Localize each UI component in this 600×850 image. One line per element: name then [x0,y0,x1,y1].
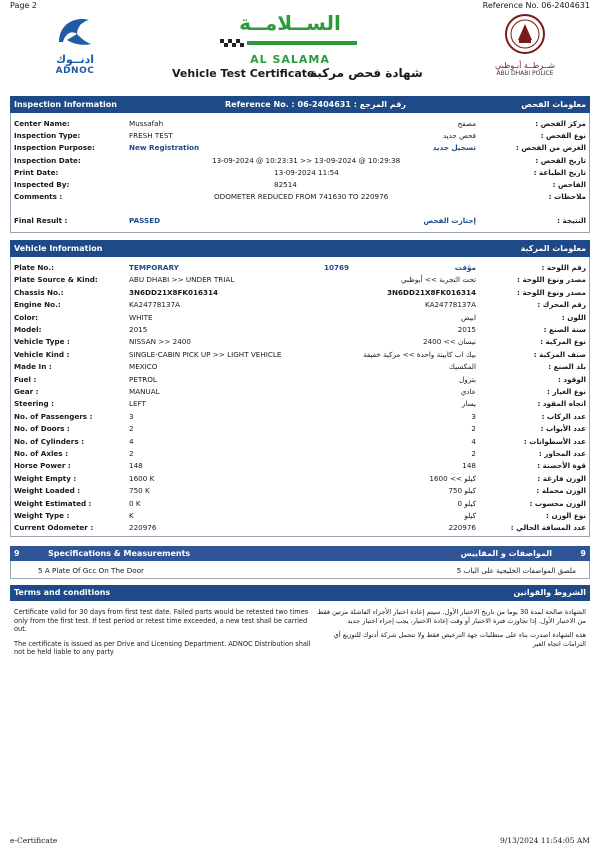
field-label-ar: : اتجاه المقود [537,399,586,409]
field-label-ar: : مصدر ونوع اللوحة [517,287,586,297]
final-result-value-ar: إجتازت الفحص [423,216,476,225]
field-label: Print Date: [14,167,59,177]
terms-paragraph-1-en: Certificate valid for 30 days from first test date. Failed parts would be retested two times only from the first test. If test period or retest time exceeded, a new test shall be carried out. [14,608,309,633]
footer-e-certificate: e-Certificate [10,836,58,845]
terms-paragraph-2-ar: هذه الشهادة اصدرت بناء على متطلبات جهة الترخيص فقط ولا تتحمل شركة أدنوك للتوزيع أي التزامات اتجاه الغير [333,631,586,648]
field-label: Weight Empty : [14,473,77,483]
field-label: Comments : [14,192,63,202]
field-label: Weight Loaded : [14,486,81,496]
field-label-ar: : الوقود [558,374,586,384]
field-value-ar: المكسيك [449,362,476,372]
final-result-label: Final Result : [14,216,68,225]
field-label: Plate No.: [14,263,54,272]
field-label-ar: : مصدر ونوع اللوحة [517,275,586,285]
field-label-ar: : نوع الوزن [546,511,586,520]
field-value-ar: 220976 [448,523,476,533]
field-value-ar: بترول [459,374,476,384]
field-value-ar: 3N6DD21X8FK016314 [387,287,476,297]
inspection-row [14,142,586,154]
field-value: LEFT [129,399,146,409]
field-label-ar: : عدد المحاور [538,449,586,458]
vehicle-row [14,398,586,410]
field-value: TEMPORARY [129,263,179,272]
field-value: 4 [129,436,134,446]
field-value-ar: كيلو 750 [448,486,476,496]
field-label: Weight Type : [14,511,70,520]
specs-section-header [10,546,590,561]
field-value-ar: 148 [462,461,476,471]
specs-item-ar: 5 ملصق المواصفات الخليجية على الباب [456,566,576,575]
field-label: Gear : [14,387,39,396]
footer-timestamp: 9/13/2024 11:54:05 AM [499,836,590,845]
field-label: Current Odometer : [14,523,94,533]
specs-number-left: 9 [14,549,20,558]
field-label: Vehicle Type : [14,337,70,347]
final-result-row [14,215,586,227]
vehicle-row [14,498,586,510]
field-label: Fuel : [14,374,37,384]
field-label-ar: : ملاحظات [548,192,586,202]
inspection-section-header [10,96,590,113]
field-value: 2 [129,449,134,458]
field-value-ar: KA24778137A [424,300,476,310]
field-label-ar: : مركز الفحص [535,119,586,128]
field-value-ar: 2015 [457,325,476,334]
field-label-ar: : عدد الأبواب [540,424,586,434]
field-label-ar: : الفاحص [552,180,586,189]
vehicle-row [14,262,586,274]
field-value-ar: فحص جديد [442,131,476,141]
field-label-ar: : بلد الصنع [548,362,586,372]
field-label-ar: : رقم اللوحة [541,263,586,272]
inspection-title-en: Inspection Information [14,100,117,109]
vehicle-row [14,361,586,373]
field-value: 13-09-2024 @ 10:23:31 >> 13-09-2024 @ 10:29:38 [212,155,401,165]
field-value: 0 K [129,498,141,508]
field-value: NISSAN >> 2400 [129,337,191,347]
field-label: Inspected By: [14,180,70,189]
field-label: Plate Source & Kind: [14,275,98,285]
field-label: No. of Axles : [14,449,68,458]
vehicle-row [14,522,586,534]
field-label: Horse Power : [14,461,71,471]
field-value: 2015 [129,325,148,334]
field-label-ar: : صنف المركبة [533,349,586,359]
field-label-ar: : اللون [561,312,586,322]
field-label: Weight Estimated : [14,498,92,508]
reference-number: Reference No. 06-2404631 [482,1,590,10]
vehicle-row [14,374,586,386]
field-value: Mussafah [129,119,164,128]
specs-title-en: Specifications & Measurements [48,549,191,558]
police-english: ABU DHABI POLICE [496,70,554,77]
checkered-flag-icon [215,37,365,49]
field-value-ar: 2 [471,449,476,458]
inspection-row [14,155,586,167]
vehicle-row [14,299,586,311]
field-value-ar: تحت التجربة >> أبوظبي [400,275,476,285]
salama-arabic: الســلامــة [239,11,341,35]
inspection-row [14,167,586,179]
vehicle-row [14,349,586,361]
terms-arabic [316,608,586,648]
field-value: 3N6DD21X8FK016314 [129,287,218,297]
vehicle-row [14,324,586,336]
abu-dhabi-police-logo [480,12,570,77]
field-label-ar: : عدد الأسطوانات [523,436,586,446]
field-value: 220976 [129,523,157,533]
field-label: No. of Doors : [14,424,70,434]
field-value: ODOMETER REDUCED FROM 741630 TO 220976 [214,192,389,202]
vehicle-row [14,423,586,435]
field-value-ar: 3 [471,411,476,421]
field-value-ar: نيسان >> 2400 [423,337,476,347]
field-value: PETROL [129,374,157,384]
vehicle-row [14,448,586,460]
field-label: Inspection Type: [14,131,81,141]
field-value: MEXICO [129,362,158,372]
field-label-ar: : عدد المسافة الحالي [510,523,586,533]
field-label-ar: : قوة الأحصنة [537,461,586,471]
salama-english: AL SALAMA [250,53,330,66]
inspection-title-ar: معلومات الفحص [521,100,586,109]
adnoc-english: ADNOC [55,66,95,76]
field-label: Chassis No.: [14,287,64,297]
vehicle-row [14,386,586,398]
field-value-ar: عادي [460,387,476,396]
field-label-ar: : تاريخ الطباعة [533,167,586,177]
field-value: 82514 [274,180,297,189]
title-english: Vehicle Test Certificate [172,67,315,80]
field-value: 1600 K [129,473,155,483]
vehicle-row [14,510,586,522]
page-number: Page 2 [10,1,37,10]
field-label-ar: : الوزن فارغة [537,473,586,483]
field-label: Center Name: [14,119,70,128]
terms-title-en: Terms and conditions [14,588,111,597]
field-value-ar: كيلو 0 [457,498,476,508]
terms-section-header [10,585,590,601]
terms-paragraph-2-en: The certificate is issued as per Drive and Licensing Department. ADNOC Distribution shall not be held liable to any party [14,639,311,656]
police-emblem-icon [504,12,546,56]
field-label-ar: : نوع الفحص [540,131,586,141]
field-value-ar: ابيض [461,312,476,322]
final-result-label-ar: : النتيجة [557,216,586,225]
adnoc-logo [45,12,105,76]
header [10,12,590,92]
field-value-ar: 4 [471,436,476,446]
field-label-ar: : الوزن محملة [536,486,586,496]
field-value: KA24778137A [129,300,181,310]
vehicle-row [14,287,586,299]
field-value-ar: يسار [461,399,476,409]
vehicle-row [14,336,586,348]
vehicle-row [14,312,586,324]
field-value-ar: كيلو >> 1600 [429,473,476,483]
vehicle-row [14,473,586,485]
field-value: 750 K [129,486,150,496]
vehicle-row [14,436,586,448]
inspection-row [14,179,586,191]
field-value: 3 [129,411,134,421]
field-label: Vehicle Kind : [14,349,70,359]
vehicle-row [14,274,586,286]
field-value: 13-09-2024 11:54 [274,167,339,177]
specs-item-row [14,565,586,577]
inspection-row [14,130,586,142]
field-value-ar: بيك اب كابينة واحدة >> مركبة خفيفة [363,349,476,359]
field-label: Inspection Purpose: [14,143,95,153]
vehicle-row [14,460,586,472]
field-value-ar: كيلو [464,511,476,520]
field-label: Color: [14,312,39,322]
vehicle-title-ar: معلومات المركبة [520,244,586,253]
field-label: No. of Passengers : [14,411,93,421]
field-value: K [129,511,134,520]
field-value-extra: 10769 [324,263,350,272]
field-label: No. of Cylinders : [14,436,84,446]
terms-paragraph-1-ar: الشهادة صالحة لمدة 30 يوما من تاريخ الاختبار الأول. سيتم إعادة اختبار الأجزاء الفاشلة مرتين فقط من الاختبار الأول. إذا تجاوزت فترة الاختبار أو وقت إعادة الاختبار، يجب إجراء اختبار جديد [317,608,586,625]
field-value: MANUAL [129,387,160,396]
field-label: Engine No.: [14,300,61,310]
field-value: WHITE [129,312,153,322]
terms-english [14,608,314,657]
field-label-ar: : الوزن محسوب [529,498,586,508]
vehicle-title-en: Vehicle Information [14,244,103,253]
field-value: 148 [129,461,143,471]
field-value-ar: مصفح [457,119,476,128]
al-salama-logo [210,12,370,66]
field-label: Made In : [14,362,52,372]
inspection-row [14,118,586,130]
vehicle-row [14,411,586,423]
specs-title-ar: المواصفات و المقاييس [460,549,552,558]
adnoc-arabic: ادنــوك [55,53,95,66]
vehicle-row [14,485,586,497]
vehicle-section-header [10,240,590,257]
field-label-ar: : الغرض من الفحص [516,143,586,153]
title-arabic: شهادة فحص مركبة [310,66,423,80]
field-label: Model: [14,325,42,334]
field-label: Inspection Date: [14,155,81,165]
field-value: 2 [129,424,134,434]
field-value: ABU DHABI >> UNDER TRIAL [129,275,235,285]
field-label-ar: : عدد الركاب [541,411,586,421]
adnoc-falcon-icon [55,12,95,50]
field-value-ar: 2 [471,424,476,434]
inspection-row [14,191,586,203]
field-value: New Registration [129,143,200,153]
field-label-ar: : سنة الصنع [543,325,586,334]
field-value: FRESH TEST [129,131,173,141]
field-value: SINGLE-CABIN PICK UP >> LIGHT VEHICLE [129,349,282,359]
field-label-ar: : نوع المركبة [540,337,586,347]
field-label-ar: : نوع الغيار [547,387,586,396]
final-result-value: PASSED [129,216,161,225]
field-label-ar: : رقم المحرك [537,300,586,310]
field-value-ar: مؤقت [454,263,476,272]
specs-number-right: 9 [580,549,586,558]
terms-title-ar: الشروط والقوانين [513,588,586,597]
field-value-ar: تسجيل جديد [432,143,476,153]
specs-item-en: 5 A Plate Of Gcc On The Door [38,566,144,575]
police-arabic: شــرطــة أبـوظبي [494,61,556,70]
field-label: Steering : [14,399,55,409]
inspection-reference: Reference No. : 06-2404631 : رقم المرجع [225,100,406,109]
field-label-ar: : تاريخ الفحص [535,155,586,165]
